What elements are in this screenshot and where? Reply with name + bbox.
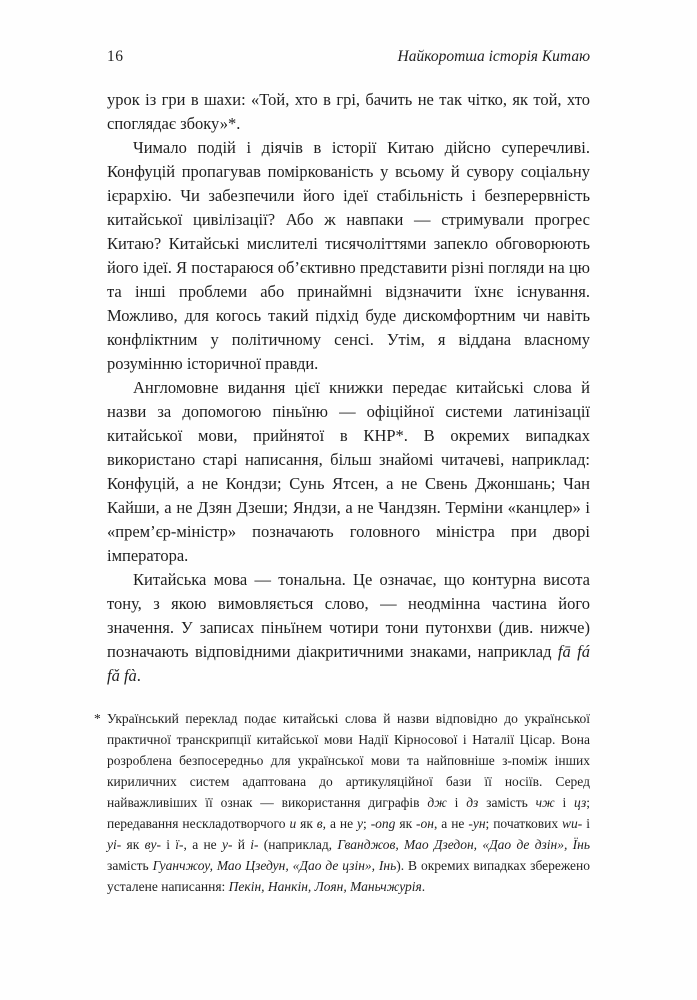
text-segment: у- (221, 837, 233, 852)
text-segment: як (296, 816, 317, 831)
text-segment: Англомовне видання цієї книжки передає китайські слова й назви за допомогою піньїню — офіційної системи латинізації китайської мови, прийнятої в КНР*. В окремих випадках використано старі написання, більш знайомі читачеві, наприклад: Конфуцій, а не Кондзи; Сунь Ятсен, а не Свень Джоншань; Чан Кайши, а не Дзян Дзеши; Яндзи, а не Чандзян. Терміни «канцлер» і «прем’єр-міністр» позначають головного міністра при дворі імператора. (107, 378, 590, 565)
text-segment: wu- (562, 816, 583, 831)
text-segment: і- (250, 837, 259, 852)
text-segment: , а не (183, 837, 222, 852)
text-segment: і (446, 795, 467, 810)
text-segment: і (582, 816, 590, 831)
text-segment: ). В окремих випадках збережено усталене написання: (107, 858, 590, 894)
text-segment: , а не (322, 816, 358, 831)
text-segment: -ун (468, 816, 486, 831)
text-segment: й (232, 837, 251, 852)
text-segment: дж (427, 795, 447, 810)
text-segment: у (357, 816, 364, 831)
text-segment: -он (416, 816, 434, 831)
text-segment: і (554, 795, 575, 810)
text-segment: fā fá fǎ fà (107, 642, 590, 685)
text-segment: и (289, 816, 297, 831)
footnote-text (94, 708, 590, 897)
text-segment: в (316, 816, 323, 831)
text-segment: Китайська мова — тональна. Це означає, що контурна висота тону, з якою вимовляється слово, — неодмінна частина його значення. У записах піньїнем чотири тони путонхви (див. нижче) позначають відповідними діакритичними знаками, наприклад (107, 570, 590, 661)
text-segment: як (121, 837, 145, 852)
text-segment: і (160, 837, 176, 852)
text-segment: . (136, 666, 141, 685)
body-paragraph (107, 376, 590, 568)
footnote-body (107, 711, 590, 894)
text-segment: ву- (144, 837, 161, 852)
text-segment: (наприклад, (258, 837, 338, 852)
text-segment: Гуанчжоу, Мао Цзедун, «Дао де цзін», Інь (152, 858, 397, 873)
text-segment: Гванджов, Мао Дзедон, «Дао де дзін», Їнь (337, 837, 590, 852)
text-segment: ; початкових (485, 816, 563, 831)
page-header (107, 48, 590, 66)
text-segment: дз (466, 795, 479, 810)
body-paragraph (107, 568, 590, 688)
text-segment: Чимало подій і діячів в історії Китаю дійсно суперечливі. Конфуцій пропагував поміркованість у всьому й сувору соціальну ієрархію. Чи забезпечили його ідеї стабільність і безперервність китайської цивілізації? Або ж навпаки — стримували прогрес Китаю? Китайські мислителі тисячоліттями запекло обговорюють його ідеї. Я постараюся об’єктивно представити різні погляди на цю та інші проблеми або принаймні відзначити їхнє існування. Можливо, для когось такий підхід буде дискомфортним чи навіть конфліктним у політичному сенсі. Утім, я віддана власному розумінню історичної правди. (107, 138, 590, 373)
text-segment: ; (363, 816, 371, 831)
text-segment: замість (478, 795, 536, 810)
footnote (94, 708, 590, 897)
text-segment: урок із гри в шахи: «Той, хто в грі, бачить не так чітко, як той, хто споглядає збоку»*. (107, 90, 590, 133)
text-segment: ; передавання нескладотворчого (107, 795, 590, 831)
footnote-marker: * (94, 711, 101, 726)
text-segment: Пекін, Нанкін, Лоян, Маньчжурія (228, 879, 422, 894)
text-segment: чж (535, 795, 555, 810)
text-segment: цз (574, 795, 587, 810)
text-segment: yi- (107, 837, 122, 852)
text-segment: Український переклад подає китайські слова й назви відповідно до української практичної транскрипції китайської мови Надії Кірносової і Наталії Цісар. Вона розроблена безпосередньо для української мови та найповніше з-поміж інших кириличних систем адаптована до артикуляційної бази її носіїв. Серед найважливіших її ознак — використання диграфів (107, 711, 590, 810)
page-number: 16 (107, 48, 124, 65)
body-paragraph (107, 136, 590, 376)
running-title: Найкоротша історія Китаю (397, 48, 590, 65)
text-segment: , а не (434, 816, 469, 831)
text-segment: . (421, 879, 426, 894)
text-segment: ї- (175, 837, 184, 852)
text-segment: як (395, 816, 417, 831)
text-segment: замість (107, 858, 153, 873)
body-paragraph (107, 88, 590, 136)
text-segment: -ong (370, 816, 396, 831)
body-text (107, 88, 590, 688)
